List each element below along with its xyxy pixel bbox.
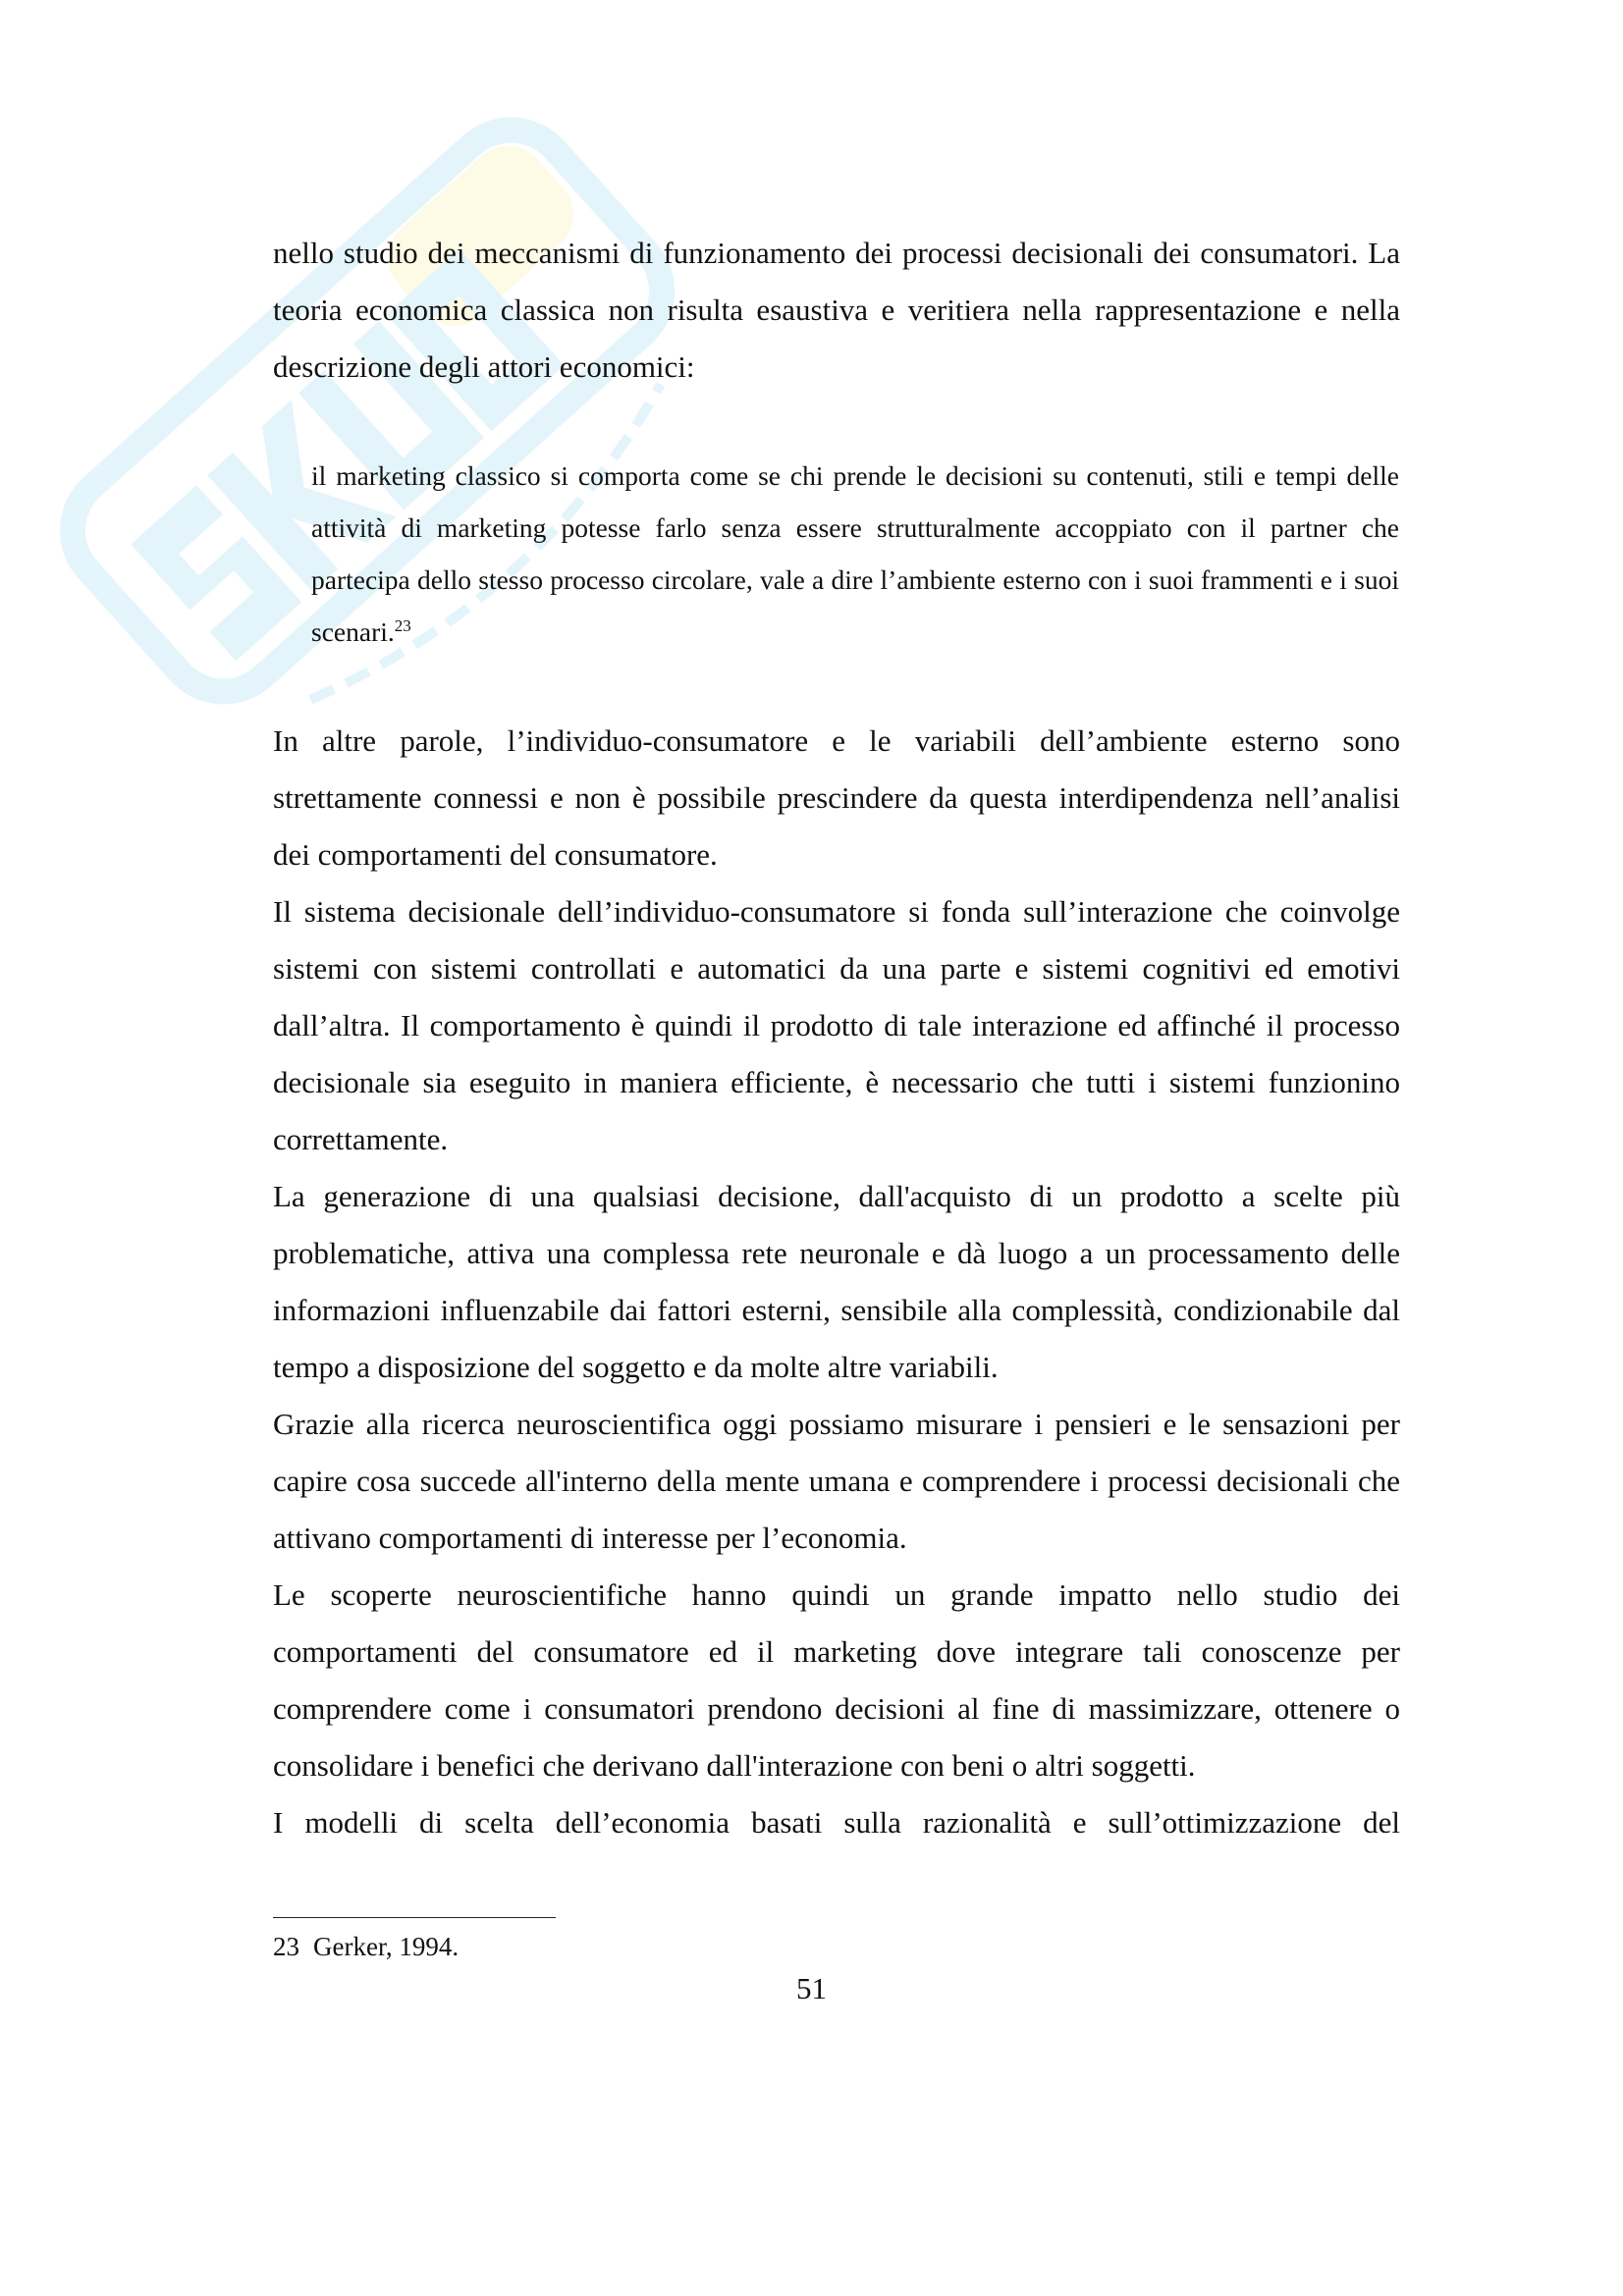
footnote xyxy=(273,1927,459,1966)
footnote-text: Gerker, 1994. xyxy=(313,1932,460,1961)
body-paragraph-1: In altre parole, l’individuo-consumatore e le variabili dell’ambiente esterno sono strettamente connessi e non è possibile prescindere da questa interdipendenza nell’analisi dei comportamenti del consumatore. xyxy=(273,723,1400,872)
main-text xyxy=(273,713,1400,1851)
intro-paragraph: nello studio dei meccanismi di funzionamento dei processi decisionali dei consumatori. La teoria economica classica non risulta esaustiva e veritiera nella rappresentazione e nella descrizione degli attori economici: xyxy=(273,236,1400,384)
footnote-number: 23 xyxy=(273,1932,299,1961)
page-number: 51 xyxy=(796,1971,827,2005)
footnote-ref: 23 xyxy=(394,615,411,635)
body-paragraph-3: La generazione di una qualsiasi decisione, dall'acquisto di un prodotto a scelte più problematiche, attiva una complessa rete neuronale e dà luogo a un processamento delle informazioni influenzabile dai fattori esterni, sensibile alla complessità, condizionabile dal tempo a disposizione del soggetto e da molte altre variabili. xyxy=(273,1179,1400,1384)
body-paragraph-6: I modelli di scelta dell’economia basati sulla razionalità e sull’ottimizzazione del xyxy=(273,1805,1400,1840)
body-paragraph-4: Grazie alla ricerca neuroscientifica oggi possiamo misurare i pensieri e le sensazioni per capire cosa succede all'interno della mente umana e comprendere i processi decisionali che attivano comportamenti di interesse per l’economia. xyxy=(273,1407,1400,1555)
footnote-separator xyxy=(273,1917,556,1918)
watermark-logo xyxy=(29,59,717,805)
block-quote xyxy=(311,450,1399,658)
block-quote-text: il marketing classico si comporta come se chi prende le decisioni su contenuti, stili e tempi delle attività di marketing potesse farlo senza essere strutturalmente accoppiato con il partner che partecipa dello stesso processo circolare, vale a dire l’ambiente esterno con i suoi frammenti e i suoi scenari. xyxy=(311,460,1399,647)
body-paragraph-2: Il sistema decisionale dell’individuo-consumatore si fonda sull’interazione che coinvolge sistemi con sistemi controllati e automatici da una parte e sistemi cognitivi ed emotivi dall’altra. Il comportamento è quindi il prodotto di tale interazione ed affinché il processo decisionale sia eseguito in maniera efficiente, è necessario che tutti i sistemi funzionino correttamente. xyxy=(273,894,1400,1156)
body-paragraph-5: Le scoperte neuroscientifiche hanno quindi un grande impatto nello studio dei comportamenti del consumatore ed il marketing dove integrare tali conoscenze per comprendere come i consumatori prendono decisioni al fine di massimizzare, ottenere o consolidare i benefici che derivano dall'interazione con beni o altri soggetti. xyxy=(273,1577,1400,1783)
